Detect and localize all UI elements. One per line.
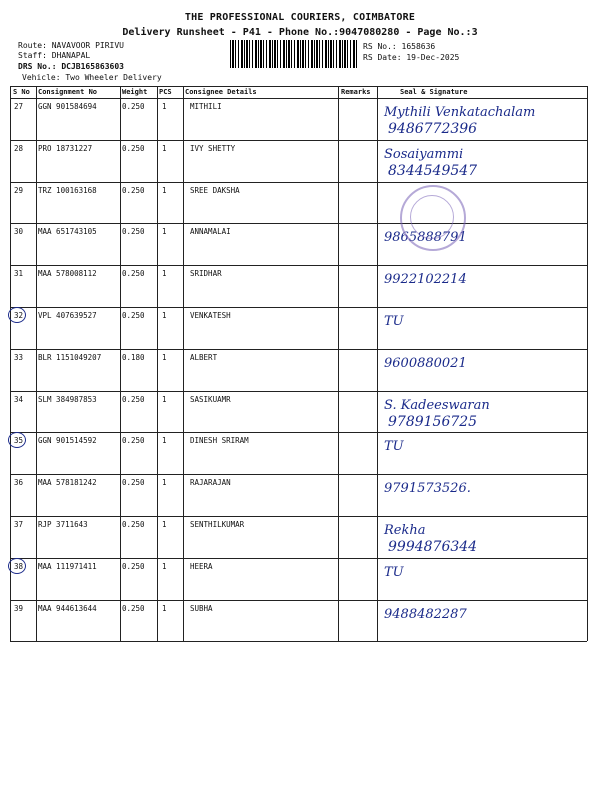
cell-consignment: MAA 578008112 <box>38 269 97 279</box>
cell-pcs: 1 <box>162 478 167 488</box>
signature-line-1: TU <box>384 314 404 329</box>
column-divider <box>10 86 11 641</box>
cell-consignment: MAA 578181242 <box>38 478 97 488</box>
route-info: Route: NAVAVOOR PIRIVU <box>18 41 124 50</box>
cell-consignment: RJP 3711643 <box>38 520 88 529</box>
cell-consignment: BLR 1151049207 <box>38 352 102 362</box>
cell-consignee: SENTHILKUMAR <box>190 520 245 529</box>
column-divider <box>120 86 121 641</box>
rs-number: RS No.: 1658636 <box>363 42 436 51</box>
row-divider <box>10 474 587 475</box>
cell-consignment: MAA 111971411 <box>38 561 97 571</box>
column-divider <box>183 86 184 641</box>
page-subtitle: Delivery Runsheet - P41 - Phone No.:9047080280 - Page No.:3 <box>122 27 478 38</box>
signature-line-1: 9488482287 <box>384 606 467 622</box>
barcode <box>230 40 358 68</box>
cell-sno: 39 <box>14 603 24 613</box>
column-divider <box>36 86 37 641</box>
cell-weight: 0.250 <box>122 269 145 279</box>
page-title: THE PROFESSIONAL COURIERS, COIMBATORE <box>184 12 416 23</box>
cell-sno: 28 <box>14 143 24 153</box>
signature-line-1: Rekha <box>384 523 426 538</box>
cell-consignment: GGN 901514592 <box>38 436 97 446</box>
signature-line-1: 9600880021 <box>384 355 467 371</box>
signature-line-1: 9922102214 <box>384 272 467 288</box>
cell-sno: 38 <box>14 561 24 571</box>
row-divider <box>10 641 587 642</box>
cell-consignment: SLM 384987853 <box>38 394 97 404</box>
signature-line-1: 9865888791 <box>384 230 467 246</box>
cell-consignee: ALBERT <box>190 352 218 362</box>
cell-pcs: 1 <box>162 436 167 446</box>
signature-line-1: 9791573526. <box>384 481 471 497</box>
row-divider <box>10 307 587 308</box>
cell-weight: 0.250 <box>122 311 145 320</box>
cell-pcs: 1 <box>162 311 167 320</box>
row-divider <box>10 349 587 350</box>
col-header-weight: Weight <box>122 88 148 96</box>
cell-weight: 0.250 <box>122 520 145 529</box>
column-divider <box>587 86 588 641</box>
cell-sno: 31 <box>14 269 24 279</box>
column-divider <box>157 86 158 641</box>
cell-consignee: SRIDHAR <box>190 269 222 279</box>
cell-weight: 0.250 <box>122 143 145 153</box>
cell-weight: 0.250 <box>122 436 145 446</box>
cell-consignment: MAA 651743105 <box>38 227 97 237</box>
signature-line-2: 8344549547 <box>388 162 478 179</box>
cell-weight: 0.250 <box>122 478 145 488</box>
circled-serial-mark <box>8 432 26 448</box>
cell-consignee: ANNAMALAI <box>190 227 231 237</box>
cell-weight: 0.250 <box>122 102 145 111</box>
circled-serial-mark <box>8 558 26 574</box>
column-divider <box>377 86 378 641</box>
cell-weight: 0.180 <box>122 352 145 362</box>
cell-sno: 37 <box>14 520 24 529</box>
col-header-seal: Seal & Signature <box>400 88 468 96</box>
cell-consignment: GGN 901584694 <box>38 102 97 111</box>
cell-pcs: 1 <box>162 603 167 613</box>
cell-weight: 0.250 <box>122 185 145 195</box>
cell-pcs: 1 <box>162 352 167 362</box>
header-divider <box>10 98 587 99</box>
cell-pcs: 1 <box>162 143 167 153</box>
row-divider <box>10 391 587 392</box>
signature-line-1: Mythili Venkatachalam <box>384 105 536 120</box>
cell-pcs: 1 <box>162 520 167 529</box>
cell-pcs: 1 <box>162 102 167 111</box>
signature-line-2: 9994876344 <box>388 539 478 555</box>
cell-consignment: TRZ 100163168 <box>38 185 97 195</box>
cell-sno: 29 <box>14 185 24 195</box>
cell-consignee: DINESH SRIRAM <box>190 436 249 446</box>
cell-sno: 30 <box>14 227 24 237</box>
cell-weight: 0.250 <box>122 394 145 404</box>
cell-weight: 0.250 <box>122 561 145 571</box>
circled-serial-mark <box>8 307 26 323</box>
signature-line-2: 9789156725 <box>388 413 478 430</box>
col-header-sno: S No <box>13 88 30 96</box>
cell-consignment: VPL 407639527 <box>38 311 97 320</box>
signature-line-2: 9486772396 <box>388 121 478 137</box>
row-divider <box>10 432 587 433</box>
column-divider <box>338 86 339 641</box>
cell-sno: 35 <box>14 436 24 446</box>
cell-weight: 0.250 <box>122 603 145 613</box>
col-header-remarks: Remarks <box>341 88 371 96</box>
row-divider <box>10 516 587 517</box>
cell-sno: 34 <box>14 394 24 404</box>
rs-date: RS Date: 19-Dec-2025 <box>363 53 460 62</box>
cell-consignee: RAJARAJAN <box>190 478 231 488</box>
row-divider <box>10 140 587 141</box>
cell-sno: 32 <box>14 311 24 320</box>
cell-consignee: HEERA <box>190 561 213 571</box>
delivery-stamp <box>400 185 466 251</box>
cell-consignment: MAA 944613644 <box>38 603 97 613</box>
signature-line-1: TU <box>384 564 404 580</box>
cell-pcs: 1 <box>162 185 167 195</box>
signature-line-1: Sosaiyammi <box>384 146 464 162</box>
drs-info: DRS No.: DCJB165863603 <box>18 62 124 71</box>
cell-sno: 33 <box>14 352 24 362</box>
cell-pcs: 1 <box>162 561 167 571</box>
cell-consignee: VENKATESH <box>190 311 231 320</box>
cell-consignment: PRO 18731227 <box>38 143 93 153</box>
cell-pcs: 1 <box>162 394 167 404</box>
cell-sno: 36 <box>14 478 24 488</box>
cell-consignee: SREE DAKSHA <box>190 185 240 195</box>
row-divider <box>10 558 587 559</box>
cell-consignee: IVY SHETTY <box>190 143 236 153</box>
cell-pcs: 1 <box>162 227 167 237</box>
vehicle-info: Vehicle: Two Wheeler Delivery <box>22 73 162 82</box>
col-header-consignee: Consignee Details <box>185 88 257 96</box>
cell-sno: 27 <box>14 102 24 111</box>
row-divider <box>10 600 587 601</box>
signature-line-1: TU <box>384 439 404 455</box>
col-header-consignment: Consignment No <box>38 88 98 96</box>
cell-pcs: 1 <box>162 269 167 279</box>
col-header-pcs: PCS <box>159 88 172 96</box>
staff-info: Staff: DHANAPAL <box>18 51 91 60</box>
cell-consignee: MITHILI <box>190 102 222 111</box>
row-divider <box>10 182 587 183</box>
cell-weight: 0.250 <box>122 227 145 237</box>
cell-consignee: SUBHA <box>190 603 213 613</box>
row-divider <box>10 265 587 266</box>
row-divider <box>10 223 587 224</box>
cell-consignee: SASIKUAMR <box>190 394 231 404</box>
signature-line-1: S. Kadeeswaran <box>384 397 490 413</box>
